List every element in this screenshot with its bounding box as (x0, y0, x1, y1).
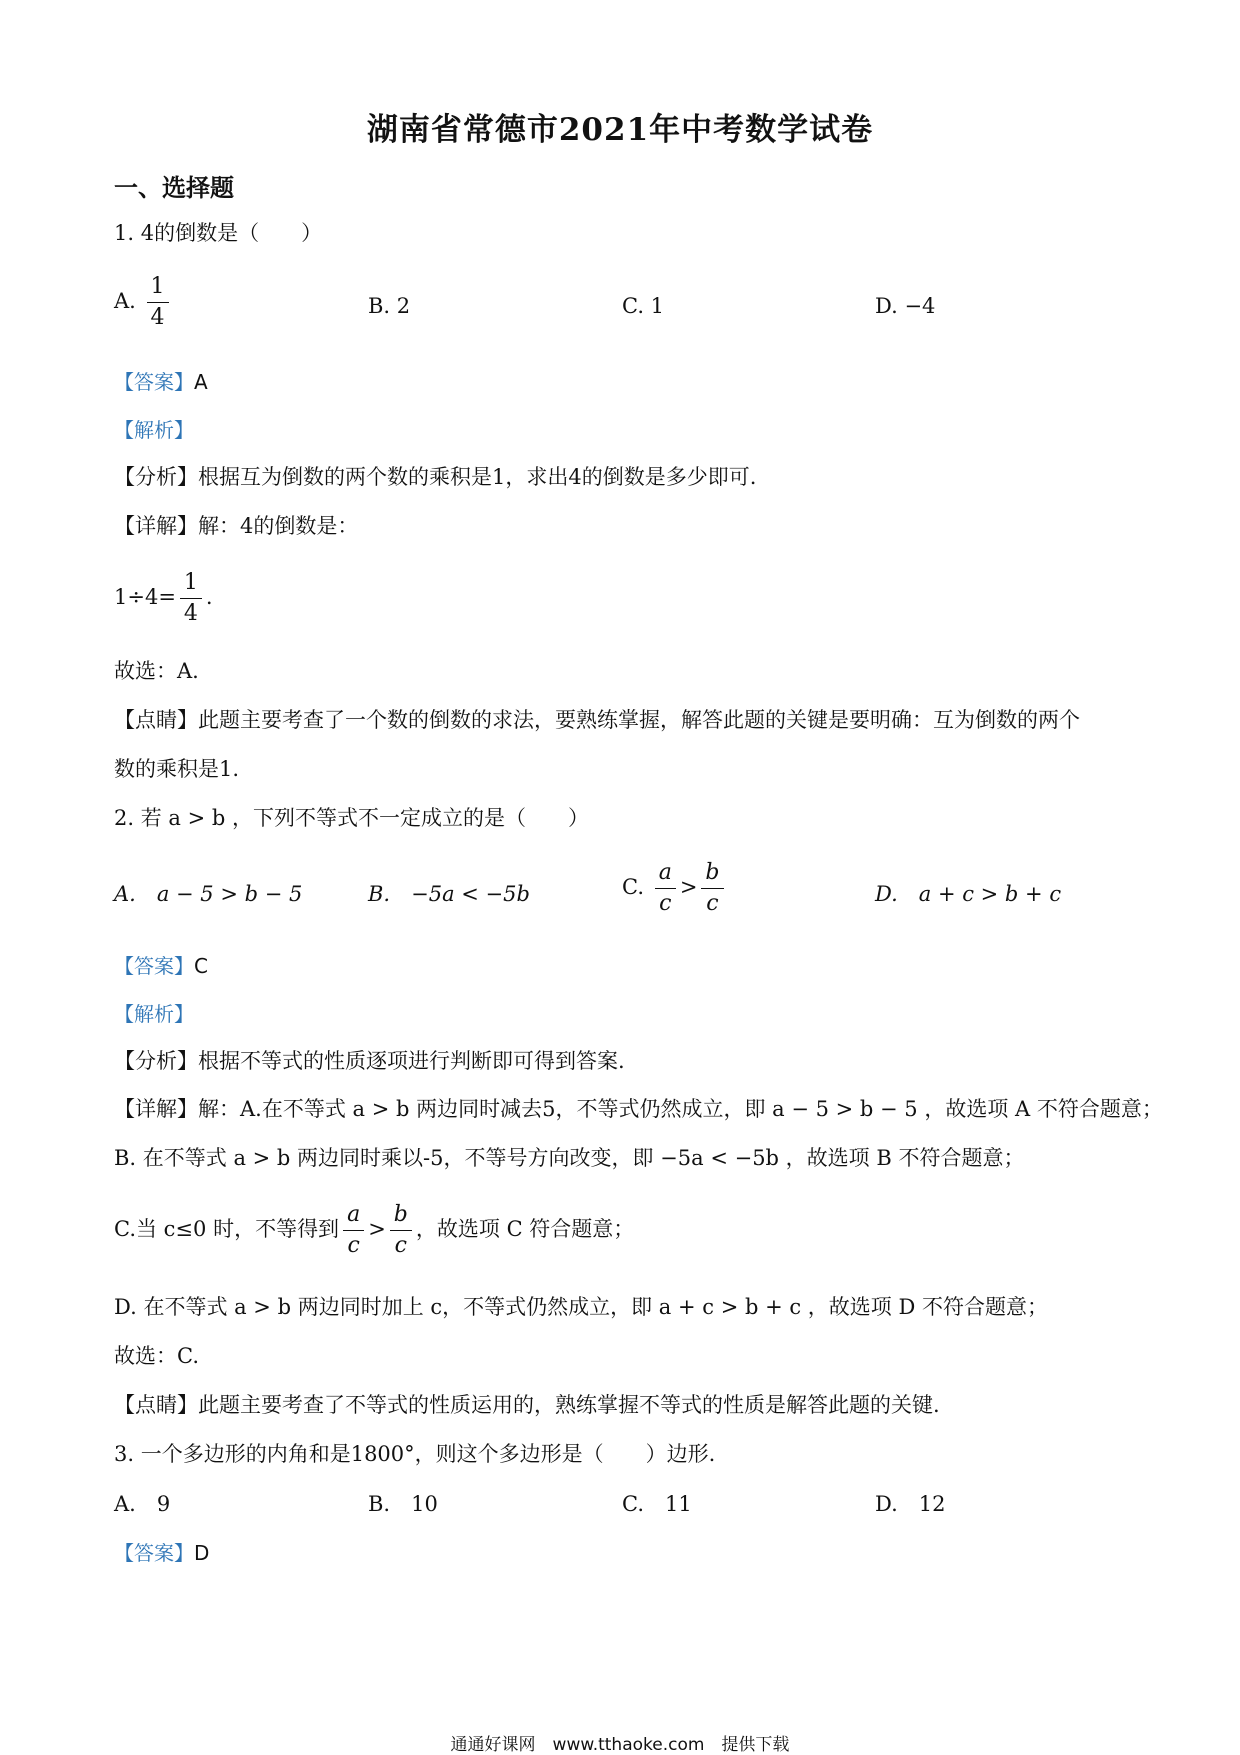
q2-detail-c-den2: c (394, 1233, 407, 1258)
q1-calc-suffix: . (205, 585, 213, 609)
q2-detail-d: D. 在不等式 a > b 两边同时加上 c，不等式仍然成立，即 a + c > b + c ，故选项 D 不符合题意； (114, 1295, 1048, 1319)
q3-option-d: D. 12 (875, 1492, 946, 1516)
q1-calculation (114, 568, 213, 629)
q2-option-c-fraction-right (701, 858, 723, 919)
q1-calc-denominator: 4 (183, 601, 198, 626)
page-title: 湖南省常德市2021年中考数学试卷 (366, 112, 874, 148)
q1-option-a-denominator: 4 (150, 305, 165, 330)
q1-calc-fraction (180, 568, 202, 629)
q1-calc-prefix: 1÷4= (114, 585, 176, 609)
q1-option-a-numerator: 1 (147, 272, 169, 303)
q2-detail-c-num1: a (343, 1200, 364, 1231)
q2-option-c-label: C. (622, 875, 644, 899)
q2-detail-c (114, 1200, 634, 1261)
q3-stem: 3. 一个多边形的内角和是1800°，则这个多边形是（ ）边形. (114, 1442, 716, 1466)
q2-answer (114, 950, 208, 979)
q2-option-c-num2: b (701, 858, 723, 889)
q3-answer-tag: 【答案】 (114, 1541, 194, 1565)
q3-answer-value: D (194, 1541, 210, 1565)
q2-option-c-operator: > (679, 875, 698, 899)
q1-answer-value: A (194, 370, 208, 394)
q2-detail-b: B. 在不等式 a > b 两边同时乘以-5，不等号方向改变，即 −5a < −5b ，故选项 B 不符合题意； (114, 1146, 1025, 1170)
q1-analysis-tag: 【解析】 (114, 418, 194, 442)
q2-option-c-num1: a (655, 858, 676, 889)
q1-option-a-fraction (147, 272, 169, 333)
q1-answer-tag: 【答案】 (114, 370, 194, 394)
q1-answer (114, 366, 208, 395)
q3-answer (114, 1537, 209, 1566)
q1-option-a-label: A. (114, 289, 136, 313)
q1-option-c: C. 1 (622, 294, 665, 318)
q1-option-a (114, 272, 173, 333)
q1-calc-numerator: 1 (180, 568, 202, 599)
q2-option-c (622, 858, 728, 919)
q1-comment-line2: 数的乘积是1. (114, 757, 240, 781)
q2-answer-tag: 【答案】 (114, 954, 194, 978)
q2-detail-c-operator: > (368, 1217, 386, 1241)
q2-option-b: B. −5a < −5b (368, 882, 530, 906)
q2-detail-c-num2: b (390, 1200, 412, 1231)
q2-option-c-den2: c (706, 891, 719, 916)
q1-option-b: B. 2 (368, 294, 411, 318)
q2-analysis: 【分析】根据不等式的性质逐项进行判断即可得到答案. (114, 1049, 625, 1073)
q2-answer-value: C (194, 954, 208, 978)
q2-comment: 【点睛】此题主要考查了不等式的性质运用的，熟练掌握不等式的性质是解答此题的关键. (114, 1393, 940, 1417)
section-heading: 一、选择题 (114, 173, 234, 202)
q2-detail-c-den1: c (347, 1233, 360, 1258)
q2-detail-c-prefix: C.当 c≤0 时，不等得到 (114, 1217, 340, 1241)
q1-analysis: 【分析】根据互为倒数的两个数的乘积是1，求出4的倒数是多少即可. (114, 465, 757, 489)
q2-analysis-tag: 【解析】 (114, 1002, 194, 1026)
q2-option-c-den1: c (659, 891, 672, 916)
q2-choice: 故选：C. (114, 1344, 199, 1368)
q3-option-a: A. 9 (114, 1492, 171, 1516)
q2-detail-c-suffix: ，故选项 C 符合题意； (415, 1217, 635, 1241)
q2-detail-c-fraction-right (390, 1200, 412, 1261)
q2-stem: 2. 若 a > b ，下列不等式不一定成立的是（ ） (114, 806, 589, 830)
q1-detail: 【详解】解：4的倒数是： (114, 514, 359, 538)
q1-stem: 1. 4的倒数是（ ） (114, 221, 323, 245)
q2-detail-a: 【详解】解：A.在不等式 a > b 两边同时减去5，不等式仍然成立，即 a − 5 > b − 5 ，故选项 A 不符合题意； (114, 1097, 1163, 1121)
q2-detail-c-fraction-left (343, 1200, 364, 1261)
q1-choice: 故选：A. (114, 659, 199, 683)
q2-option-d: D. a + c > b + c (875, 882, 1062, 906)
q1-option-d: D. −4 (875, 294, 936, 318)
q3-option-c: C. 11 (622, 1492, 692, 1516)
q3-option-b: B. 10 (368, 1492, 438, 1516)
q2-option-a: A. a − 5 > b − 5 (114, 882, 303, 906)
page-footer: 通通好课网 www.tthaoke.com 提供下载 (450, 1735, 790, 1755)
q1-comment-line1: 【点睛】此题主要考查了一个数的倒数的求法，要熟练掌握，解答此题的关键是要明确：互为倒数的两个 (114, 708, 1080, 732)
q2-option-c-fraction-left (655, 858, 676, 919)
